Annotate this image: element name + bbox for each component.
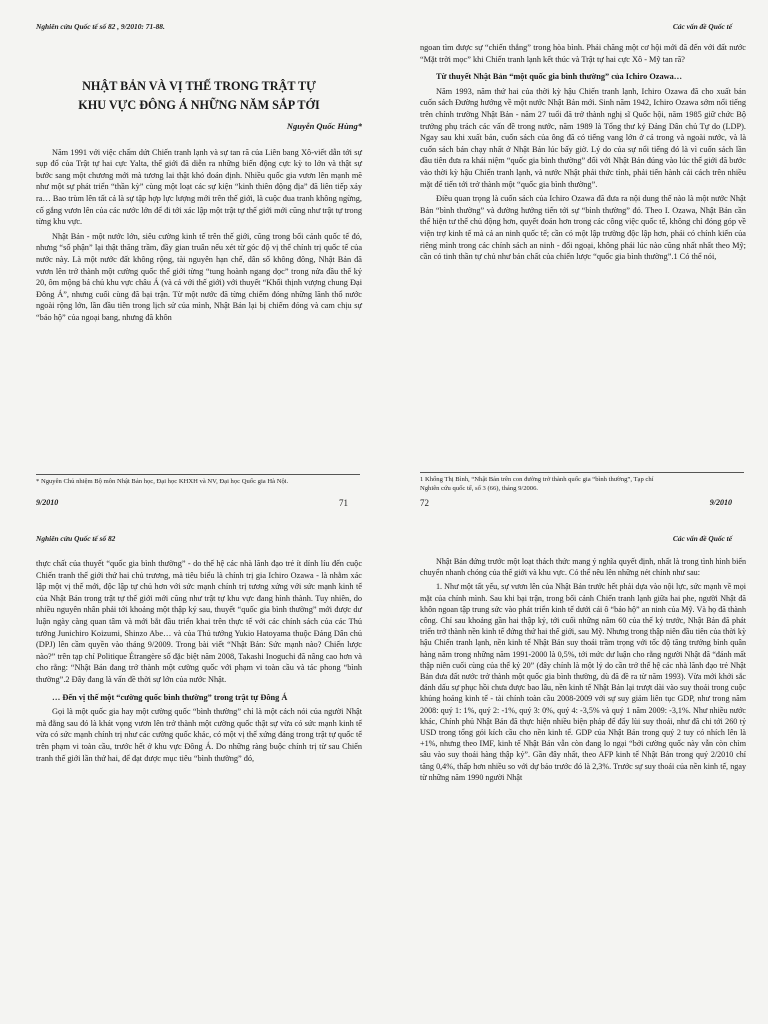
running-header	[36, 22, 348, 34]
page-73-body	[36, 558, 362, 767]
footnote: * Nguyên Chủ nhiệm Bộ môn Nhật Bản học, Đại học KHXH và NV, Đại học Quốc gia Hà Nội.	[36, 474, 360, 487]
page-74-body	[420, 556, 746, 786]
article-title-line2: KHU VỰC ĐÔNG Á NHỮNG NĂM SẮP TỚI	[78, 98, 320, 112]
paragraph: Nhật Bản - một nước lớn, siêu cường kinh tế trên thế giới, cũng trong bối cảnh quốc tế đó, nhưng “số phận” lại thật thăng trầm, đầy gian truân nếu xét từ góc độ vị thế chính trị quốc tế của nước này. Là một nước đất không rộng, tài nguyên hạn chế, dân số không đông, Nhật Bản đã vươn lên trở thành một cường quốc thế giới từng “tung hoành ngang dọc” trong nửa đầu thế kỷ 20, ôm mộng bá chủ khu vực châu Á (và cả với thế giới) với thuyết “Khối thịnh vượng chung Đại Đông Á”, nhưng cuối cùng đã bại trận. Từ một nước đã từng chiếm đóng những lãnh thổ nước ngoài rộng lớn, lần đầu tiên trong lịch sử của mình, Nhật Bản lại bị chiếm đóng và cam chịu sự “bảo hộ” của ngoại bang, nhưng đã khôn	[36, 231, 362, 322]
page-number: 71	[339, 498, 348, 508]
footer-date: 9/2010	[709, 498, 732, 507]
running-header	[420, 22, 732, 34]
footer-date: 9/2010	[36, 498, 59, 507]
author: Nguyễn Quốc Hùng*	[286, 121, 362, 131]
paragraph: Điều quan trọng là cuốn sách của Ichiro Ozawa đã đưa ra nội dung thế nào là một nước Nhật Bản “bình thường” và đường hướng tiến tới sự “bình thường” đó. Theo I. Ozawa, Nhật Bản cần thể hiện tư thế chủ động hơn, quyết đoán hơn trong các công việc quốc tế, không chỉ đóng góp về viện trợ kinh tế mà cả an ninh quốc tế; cần có một lập trường độc lập hơn, phải có chính kiến của riêng mình trong các chính sách an ninh - đối ngoại, không phải lúc nào cũng nhất nhất theo Mỹ; cần có tinh thần tự chủ như bản chất của chiến lược “quốc gia bình thường”.1 Có thể nói,	[420, 194, 746, 262]
footnote-line: 1 Khổng Thị Bình, “Nhật Bản trên con đường trở thành quốc gia “bình thường”, Tạp chí	[420, 476, 654, 483]
article-title-line1: NHẬT BẢN VÀ VỊ THẾ TRONG TRẬT TỰ	[82, 79, 316, 93]
paragraph: Nhật Bản đứng trước một loạt thách thức mang ý nghĩa quyết định, nhất là trong tình hình biến chuyển nhanh chóng của thế giới và khu vực. Có thể nêu lên những nét chính như sau:	[420, 557, 746, 578]
page-72-body	[420, 42, 746, 266]
page-71-body	[36, 78, 362, 327]
section-header: Các vấn đề Quốc tế	[672, 534, 732, 543]
page-72	[384, 0, 768, 512]
paragraph: 1. Như một tất yếu, sự vươn lên của Nhật Bản trước hết phải dựa vào nội lực, sức mạnh về mọi mặt của chính mình. Sau khi bại trận, trong bối cảnh Chiến tranh lạnh giữa hai phe, người Nhật đã khôn ngoan tập trung sức vào phát triển kinh tế dưới cái ô “bảo hộ” an ninh của Mỹ. Và họ đã thành công. Chỉ sau khoảng gần hai thập kỷ, tới cuối những năm 60 của thế kỷ trước, Nhật Bản đã phát triển trở thành nền kinh tế đứng thứ hai thế giới, sau Mỹ. Nhưng trong thập niên đầu tiên của thời kỳ hậu Chiến tranh lạnh, nền kinh tế Nhật Bản suy thoái trầm trọng với tốc độ tăng trưởng bình quân hàng năm trong những năm 1991-2000 là 0,5%, tới mức dư luận cho rằng người Nhật đã “đánh mất thập niên cuối cùng của thế kỷ 20” (đây chính là một lý do cần trở thế hệ các nhà lãnh đạo trẻ Nhật Bản đưa đất nước trở thành một quốc gia bình thường, dù đã đề ra từ năm 1993). Vừa mới khởi sắc đánh dấu sự phục hồi chưa được bao lâu, nền kinh tế Nhật Bản lại trượt dài vào suy thoái trong cuộc khủng hoảng kinh tế - tài chính toàn cầu 2008-2009 với sự suy giảm liên tục GDP, như trong năm 2008: quý 1: 1%, quý 2: -1%, quý 3: 0%, quý 4: -3,5% và quý 1 năm 2009: -3,1%. Như nhiều nước khác, Chính phủ Nhật Bản đã thực hiện nhiều biện pháp để đẩy lùi suy thoái, như đã chi tới 260 tỷ USD trong tổng gói kích cầu cho nền kinh tế. GDP của Nhật Bản trong quý 2 tuy có nhích lên là +1%, nhưng theo IMF, kinh tế Nhật Bản vẫn còn đang lo ngại “bởi cường quốc này vẫn còn chìm sâu vào suy thoái hàng thập kỷ”. Gần đây nhất, theo AFP kinh tế Nhật Bản trong quý 2/2010 chỉ tăng 0,4%, thấp hơn nhiều so với dự báo trước đó là 2,3%. Trước sự suy thoái của nền kinh tế, ngay từ những năm 1990 người Nhật	[420, 582, 746, 782]
running-header	[420, 534, 732, 546]
section-header: Các vấn đề Quốc tế	[672, 22, 732, 31]
page-number: 72	[420, 498, 429, 508]
paragraph: Năm 1991 với việc chấm dứt Chiến tranh lạnh và sự tan rã của Liên bang Xô-viết dẫn tới sự sụp đổ của Trật tự hai cực Yalta, thế giới đã diễn ra những biến động cực kỳ to lớn và thật sự bước sang một chương mới mà tương lai thật khó đoán định. Nhiều quốc gia vươn lên mạnh mẽ như một sự phát triển “thần kỳ” cùng một loạt các sự kiện “kinh thiên động địa” đã liên tiếp xảy ra… Bao trùm lên tất cả là sự tập hợp lực lượng mới trên thế giới, là cuộc đua tranh không ngừng, cố gắng vươn lên của các nước lớn để đi tới xác lập một trật tự thế giới mới cũng như trật tự trong từng khu vực.	[36, 147, 362, 227]
page-71	[0, 0, 384, 512]
section-heading: … Đến vị thế một “cường quốc bình thường” trong trật tự Đông Á	[52, 692, 288, 702]
paragraph: Năm 1993, năm thứ hai của thời kỳ hậu Chiến tranh lạnh, Ichiro Ozawa đã cho xuất bản cuốn sách Đường hướng về một nước Nhật Bản mới. Sinh năm 1942, Ichiro Ozawa sớm nổi tiếng trên chính trường Nhật Bản - năm 27 tuổi đã trở thành nghị sĩ Quốc hội, năm 1985 giữ chức Bộ trưởng phụ trách các vấn đề trong nước, năm 1989 là Tổng thư ký Đảng Dân chủ Tự do (LDP). Ngay sau khi xuất bản, cuốn sách của ông đã có tiếng vang lớn ở cả trong và ngoài nước, và là cuốn sách bán chạy nhất ở Nhật Bản lúc bấy giờ. Lý do của sự nổi tiếng đó là vì cuốn sách lần đầu tiên đưa ra khái niệm “quốc gia bình thường” đối với Nhật Bản đúng vào lúc thế giới đã bước vào thời kỳ hậu Chiến tranh lạnh, và nước Nhật phải thức tỉnh, phải tiến hành cải cách trên nhiều mặt để tiến tới trở thành một “quốc gia bình thường”.	[420, 86, 746, 189]
running-header	[36, 534, 348, 546]
journal-header: Nghiên cứu Quốc tế số 82 , 9/2010: 71-88.	[36, 22, 165, 31]
paragraph: ngoan tìm được sự “chiến thắng” trong hòa bình. Phải chăng một cơ hội mới đã đến với đất nước “Mặt trời mọc” khi Chiến tranh lạnh kết thúc và Trật tự hai cực Xô - Mỹ tan rã?	[420, 43, 746, 64]
paragraph: Gọi là một quốc gia hay một cường quốc “bình thường” chỉ là một cách nói của người Nhật mà đằng sau đó là khát vọng vươn lên trở thành một cường quốc thật sự vừa có sức mạnh kinh tế vừa có sức mạnh chính trị như các cường quốc khác, có một vị thế xứng đáng trong trật tự quốc tế trên phạm vi toàn cầu, trước hết ở khu vực Đông Á. Do những ràng buộc chính trị từ sau Chiến tranh thế giới lần thứ hai, để đạt được mục tiêu “bình thường” đó,	[36, 707, 362, 763]
journal-header: Nghiên cứu Quốc tế số 82	[36, 534, 116, 543]
footnote	[420, 472, 744, 500]
footnote-line: Nghiên cứu quốc tế, số 3 (66), tháng 9/2006.	[420, 484, 539, 492]
section-heading: Từ thuyết Nhật Bản “một quốc gia bình thường” của Ichiro Ozawa…	[436, 72, 683, 82]
page-74	[384, 512, 768, 1024]
paragraph: thực chất của thuyết “quốc gia bình thường” - do thế hệ các nhà lãnh đạo trẻ ít dính líu đến cuộc Chiến tranh thế giới thứ hai chủ trương, mà tiêu biểu là chính trị gia Ichiro Ozawa - là nhằm xác lập một vị thế mới, độc lập tự chủ hơn với sức mạnh chính trị tương xứng với sức mạnh kinh tế của Nhật Bản trong trật tự thế giới mới cũng như trật tự khu vực đang hình thành. Tuy nhiên, do nhiều nguyên nhân phải tới khoảng một thập kỷ sau, thuyết “quốc gia bình thường” mới được dư luận ngày càng quan tâm và mới bắt đầu triển khai trên thực tế với các chính sách của các Thủ tướng Junichiro Koizumi, Shinzo Abe… và của Thủ tướng Yukio Hatoyama thuộc Đảng Dân chủ (DPJ) lên cầm quyền vào tháng 9/2009. Trong bài viết “Nhật Bản: Sức mạnh nào? Chiến lược nào?” trên tạp chí Politique Étrangère số đặc biệt năm 2008, Takashi Inoguchi đã nâng cao hơn và cho rằng: “Nhật Bản đang trở thành một cường quốc với phạm vi toàn cầu và tác phong “bình thường”.2 Đây đang là vấn đề thời sự lớn của nước Nhật.	[36, 559, 362, 684]
page-73	[0, 512, 384, 1024]
